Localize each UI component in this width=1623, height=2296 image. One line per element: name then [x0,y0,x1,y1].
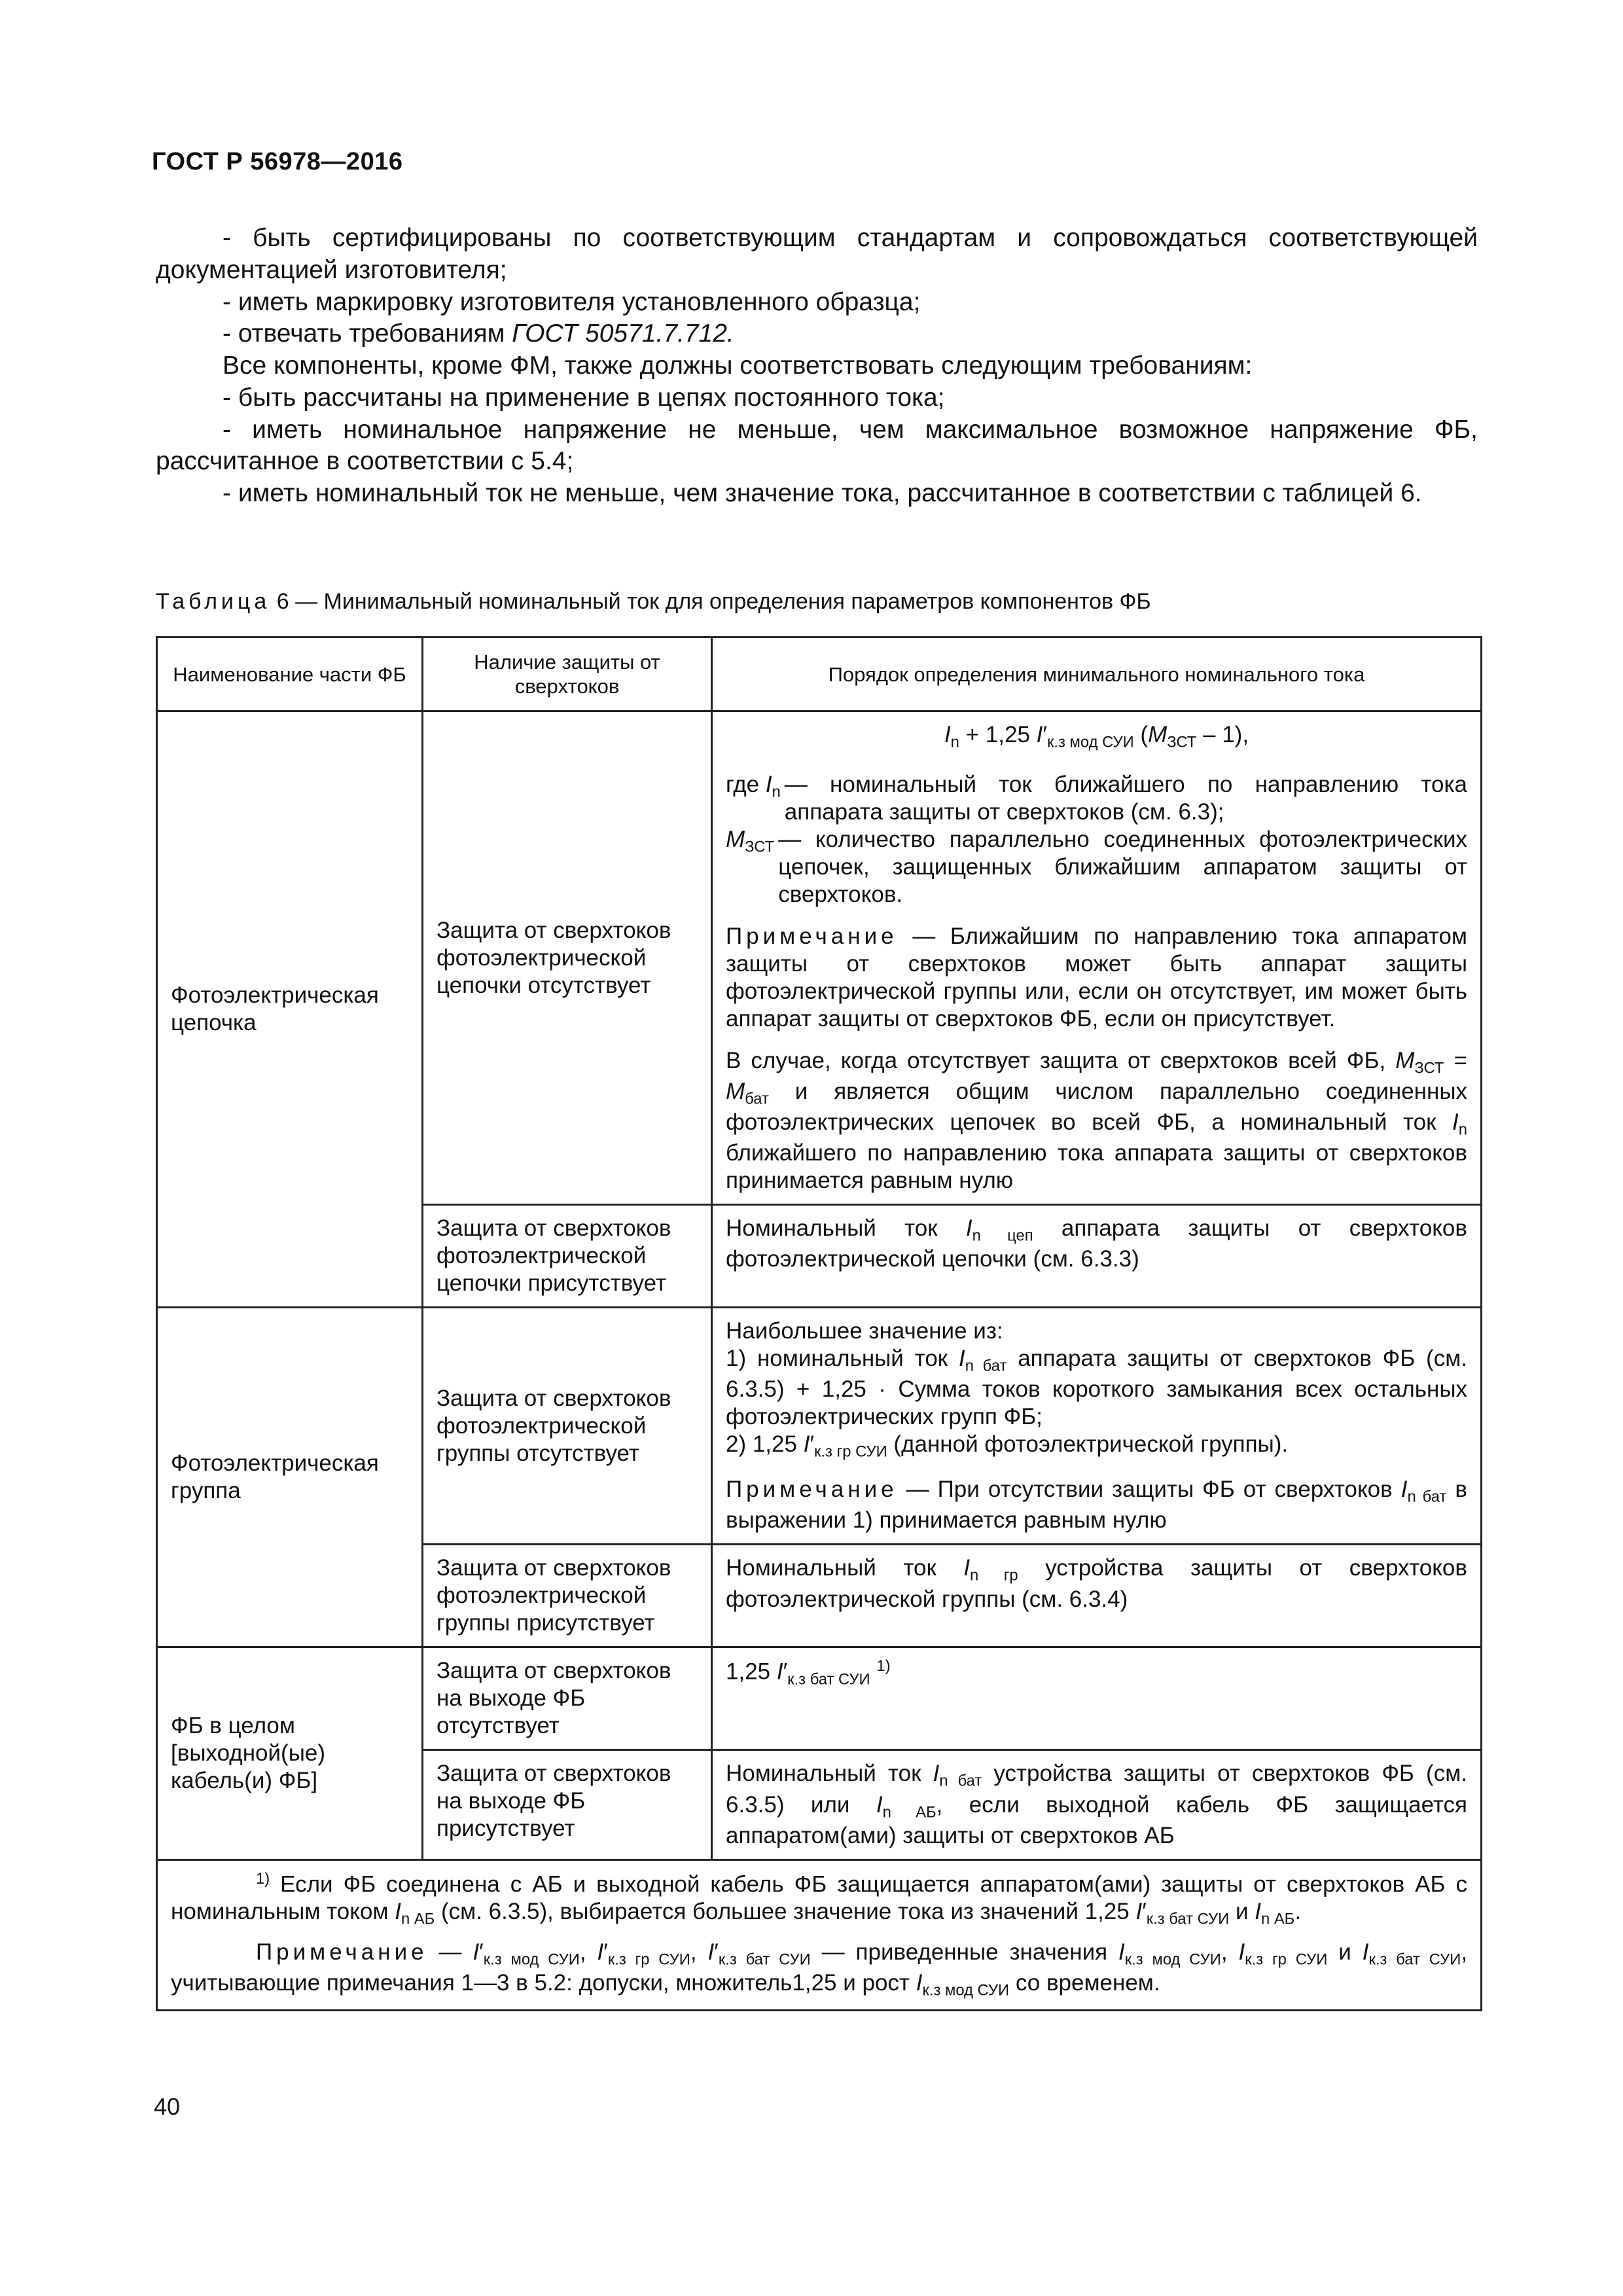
table-footer [157,1859,1482,2010]
table-caption [156,589,1151,615]
footnote: $^{1)}$ Если ФБ соединена с АБ и выходной кабель ФБ защищается аппаратом(ами) защиты от сверхтоков АБ с номинальным током $I_{n АБ}$ (см. 6.3.5), выбирается большее значение тока из значений 1,25 $I'_{к.з бат СУИ}$ и $I_{n АБ}$. [171,1869,1467,1929]
paragraph: - иметь маркировку изготовителя установленного образца; [223,287,921,316]
table-footer-row [157,1859,1482,2010]
where-block [726,771,1467,908]
table-row [157,1647,1482,1750]
cell-chain-present: Защита от сверхтоков фотоэлектрической цепочки присутствует [423,1205,712,1308]
paragraph: - быть сертифицированы по соответствующим стандартам и сопровождаться соответствующей документацией изготовителя; [156,224,1478,284]
cell-array-absent-procedure: 1,25 $I'_{к.з бат СУИ}$ $^{1)}$ [712,1647,1482,1750]
cell-array-present-procedure: Номинальный ток $I_{n бат}$ устройства защиты от сверхтоков ФБ (см. 6.3.5) или $I_{n АБ}$, если выходной кабель ФБ защищается аппаратом(ами) защиты от сверхтоков АБ [712,1750,1482,1859]
paragraph: - иметь номинальное напряжение не меньше, чем максимальное возможное напряжение ФБ, рассчитанное в соответствии с 5.4; [156,415,1478,476]
cell-part-chain: Фотоэлектрическая цепочка [157,711,423,1308]
cell-array-present: Защита от сверхтоков на выходе ФБ присутствует [423,1750,712,1859]
cell-group-present: Защита от сверхтоков фотоэлектрической группы присутствует [423,1545,712,1647]
note: Примечание — При отсутствии защиты ФБ от сверхтоков $I_{n бат}$ в выражении 1) принимается равным нулю [726,1477,1467,1534]
requirements-table [156,636,1482,2011]
cell-chain-absent-procedure [712,711,1482,1205]
table-caption-label: Таблица [156,589,271,614]
paragraph: - иметь номинальный ток не меньше, чем значение тока, рассчитанное в соответствии с таблицей 6. [223,479,1422,507]
paragraph: - быть рассчитаны на применение в цепях постоянного тока; [223,383,945,412]
document-header: ГОСТ Р 56978—2016 [152,148,403,175]
table-header-row [157,637,1482,711]
where-in: где $I_n$ — номинальный ток ближайшего по направлению тока аппарата защиты от сверхтоков (см. 6.3); [726,771,1467,825]
header-protection: Наличие защиты от сверхтоков [423,637,712,711]
cell-group-absent-procedure: Наибольшее значение из: 1) номинальный ток $I_{n бат}$ аппарата защиты от сверхтоков ФБ (см. 6.3.5) + 1,25 · Сумма токов короткого замыкания всех остальных фотоэлектрических групп ФБ; 2) 1,25 $I'_{к.з гр СУИ}$ (данной фотоэлектрической группы). Примечание — При отсутствии защиты ФБ от сверхтоков $I_{n бат}$ в выражении 1) принимается равным нулю [712,1308,1482,1545]
cell-chain-present-procedure: Номинальный ток $I_{n цеп}$ аппарата защиты от сверхтоков фотоэлектрической цепочки (см. 6.3.3) [712,1205,1482,1308]
cell-group-present-procedure: Номинальный ток $I_{n гр}$ устройства защиты от сверхтоков фотоэлектрической группы (см. 6.3.4) [712,1545,1482,1647]
case-paragraph: В случае, когда отсутствует защита от сверхтоков всей ФБ, $M_{ЗСТ} = M_{бат}$ и является общим числом параллельно соединенных фотоэлектрических цепочек во всей ФБ, а номинальный ток $I_n$ ближайшего по направлению тока аппарата защиты от сверхтоков принимается равным нулю [726,1047,1467,1193]
header-part: Наименование части ФБ [157,637,423,711]
cell-group-absent: Защита от сверхтоков фотоэлектрической группы отсутствует [423,1308,712,1545]
paragraph: Все компоненты, кроме ФМ, также должны соответствовать следующим требованиям: [223,351,1253,380]
body-text [156,223,1478,510]
cell-array-absent: Защита от сверхтоков на выходе ФБ отсутствует [423,1647,712,1750]
formula: $I_n + 1,25$ $I'_{к.з мод СУИ}$ $(M_{ЗСТ} - 1)$, [944,722,1249,751]
standard-reference: ГОСТ 50571.7.712. [512,319,734,348]
cell-part-array: ФБ в целом [выходной(ые) кабель(и) ФБ] [157,1647,423,1859]
where-m: $M_{ЗСТ}$ — количество параллельно соединенных фотоэлектрических цепочек, защищенных ближайшим аппаратом защиты от сверхтоков. [726,826,1467,907]
table-note: Примечание — $I'_{к.з мод СУИ}$, $I'_{к.з гр СУИ}$, $I'_{к.з бат СУИ}$ — приведенные значения $I_{к.з мод СУИ}$, $I_{к.з гр СУИ}$ и $I_{к.з бат СУИ}$, учитывающие примечания 1—3 в 5.2: допуски, множитель1,25 и рост $I_{к.з мод СУИ}$ со временем. [171,1939,1468,2000]
page-number: 40 [154,2093,181,2120]
note: Примечание — Ближайшим по направлению тока аппаратом защиты от сверхтоков может быть аппарат защиты фотоэлектрической группы или, если он отсутствует, им может быть аппарат защиты от сверхтоков ФБ, если он присутствует. [726,923,1467,1031]
paragraph: - отвечать требованиям ГОСТ 50571.7.712. [223,319,734,348]
table-row [157,1308,1482,1545]
header-procedure: Порядок определения минимального номинального тока [712,637,1482,711]
cell-part-group: Фотоэлектрическая группа [157,1308,423,1647]
table-caption-text: 6 — Минимальный номинальный ток для определения параметров компонентов ФБ [270,589,1151,614]
table-row [157,711,1482,1205]
cell-chain-absent: Защита от сверхтоков фотоэлектрической цепочки отсутствует [423,711,712,1205]
